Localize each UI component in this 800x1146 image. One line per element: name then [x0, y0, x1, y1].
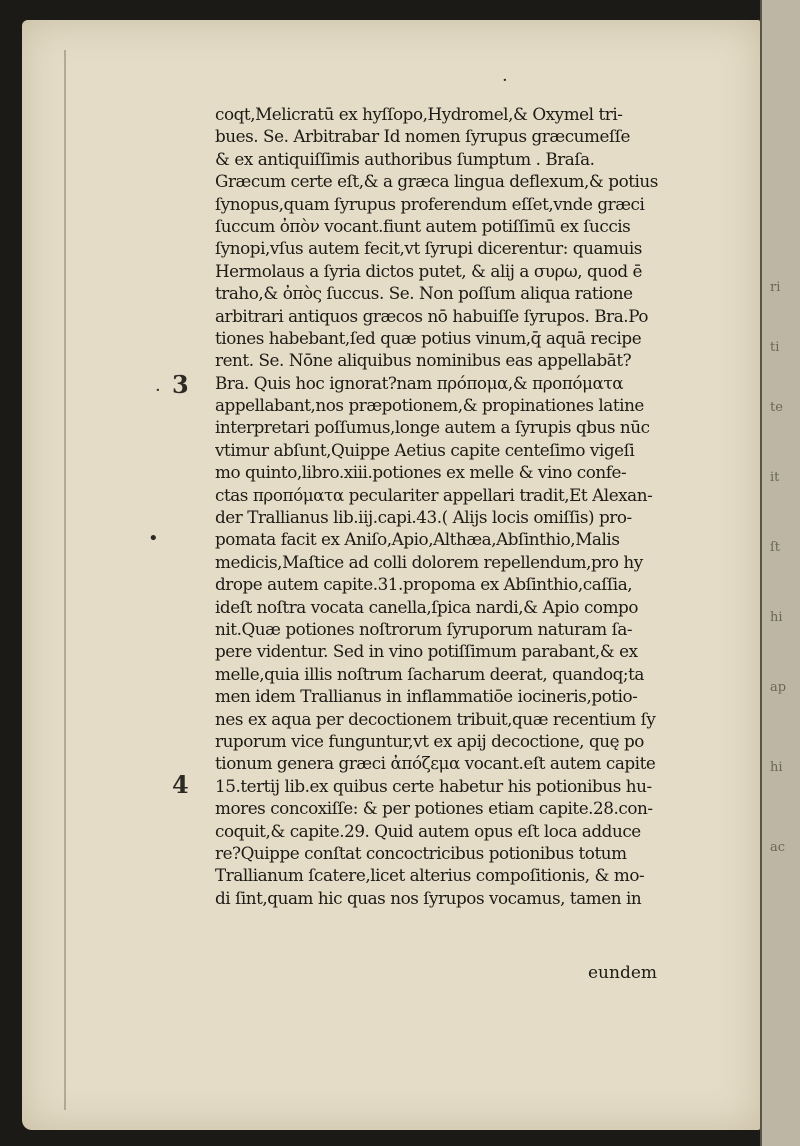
- text-line: medicis,Maſtice ad colli dolorem repellendum,pro hy: [215, 551, 643, 572]
- text-line: & ex antiquiſſimis authoribus ſumptum . Braſa.: [215, 148, 595, 169]
- text-line: Bra. Quis hoc ignorat?nam πρόπομα,& προπόματα: [215, 372, 624, 393]
- margin-mark: ·: [155, 380, 161, 401]
- catchword: eundem: [588, 963, 658, 983]
- text-line: mores concoxiſſe: & per potiones etiam capite.28.con-: [215, 798, 653, 819]
- text-line: der Trallianus lib.iij.capi.43.( Alijs locis omiſſis) pro-: [215, 507, 632, 528]
- text-line: drope autem capite.31.propoma ex Abſinthio,caſſia,: [215, 574, 633, 595]
- text-line: appellabant,nos præpotionem,& propinationes latine: [215, 395, 644, 416]
- text-line: mo quinto,libro.xiii.potiones ex melle & vino confe-: [215, 462, 627, 483]
- text-line: Trallianum ſcatere,licet alterius compoſitionis, & mo-: [215, 865, 645, 886]
- text-line: vtimur abſunt,Quippe Aetius capite centeſimo vigeſi: [215, 439, 635, 460]
- text-line: re?Quippe conſtat concoctricibus potionibus totum: [215, 842, 627, 863]
- text-line: nit.Quæ potiones noſtrorum ſyruporum naturam ſa-: [215, 618, 633, 639]
- facing-page-fragment: te: [770, 400, 783, 415]
- text-line: ruporum vice funguntur,vt ex apij decoctione, quę po: [215, 730, 644, 751]
- text-line: men idem Trallianus in inflammatiōe iocineris,potio-: [215, 686, 638, 707]
- text-line: 15.tertij lib.ex quibus certe habetur his potionibus hu-: [215, 775, 652, 796]
- text-line: pere videntur. Sed in vino potiſſimum parabant,& ex: [215, 641, 638, 662]
- text-line: ſynopi,vſus autem fecit,vt ſyrupi dicerentur: quamuis: [215, 238, 642, 259]
- facing-page-edge: [760, 0, 800, 1146]
- text-line: ſynopus,quam ſyrupus proferendum eſſet,vnde græci: [215, 193, 645, 214]
- facing-page-fragment: it: [770, 470, 780, 485]
- text-line: interpretari poſſumus,longe autem a ſyrupis qbus nūc: [215, 417, 650, 438]
- text-line: tionum genera græci ἀπόζεμα vocant.eſt autem capite: [215, 753, 656, 774]
- text-line: coquit,& capite.29. Quid autem opus eſt loca adduce: [215, 820, 641, 841]
- facing-page-fragment: ſt: [770, 540, 781, 555]
- text-line: ctas προπόματα peculariter appellari tradit,Et Alexan-: [215, 484, 653, 505]
- text-line: rent. Se. Nōne aliquibus nominibus eas appellabāt?: [215, 350, 632, 371]
- page-gutter-line: [64, 50, 66, 1110]
- text-line: di ſint,quam hic quas nos ſyrupos vocamus, tamen in: [215, 887, 642, 908]
- facing-page-fragment: ac: [770, 840, 786, 855]
- text-line: coqt,Melicratū ex hyſſopo,Hydromel,& Oxymel tri-: [215, 104, 623, 124]
- margin-mark: •: [148, 528, 159, 549]
- text-line: melle,quia illis noſtrum ſacharum deerat, quandoq;ta: [215, 663, 644, 684]
- text-line: tiones habebant,ſed quæ potius vinum,q̄ aquā recipe: [215, 327, 642, 348]
- page-top-mark: ·: [502, 70, 508, 91]
- text-line: nes ex aqua per decoctionem tribuit,quæ recentium ſy: [215, 708, 656, 729]
- margin-number: 4: [172, 770, 189, 799]
- facing-page-fragment: ri: [770, 280, 781, 295]
- text-line: arbitrari antiquos græcos nō habuiſſe ſyrupos. Bra.Po: [215, 305, 649, 326]
- text-line: Hermolaus a ſyria dictos putet, & alij a συρω, quod ē: [215, 260, 642, 281]
- facing-page-fragment: hi: [770, 760, 783, 775]
- text-line: traho,& ὀπὸς ſuccus. Se. Non poſſum aliqua ratione: [215, 283, 633, 304]
- text-line: ſuccum ὀπὸν vocant.fiunt autem potiſſimū ex ſuccis: [215, 215, 631, 236]
- facing-page-fragment: ti: [770, 340, 780, 355]
- text-line: ideſt noſtra vocata canella,ſpica nardi,& Apio compo: [215, 596, 638, 617]
- facing-page-fragment: hi: [770, 610, 783, 625]
- text-line: pomata facit ex Aniſo,Apio,Althæa,Abſinthio,Malis: [215, 529, 620, 550]
- margin-number: 3: [172, 370, 189, 399]
- text-line: bues. Se. Arbitrabar Id nomen ſyrupus græcumeſſe: [215, 126, 630, 147]
- facing-page-fragment: ap: [770, 680, 787, 695]
- text-line: Græcum certe eſt,& a græca lingua deflexum,& potius: [215, 171, 658, 192]
- main-text-block: [215, 103, 717, 909]
